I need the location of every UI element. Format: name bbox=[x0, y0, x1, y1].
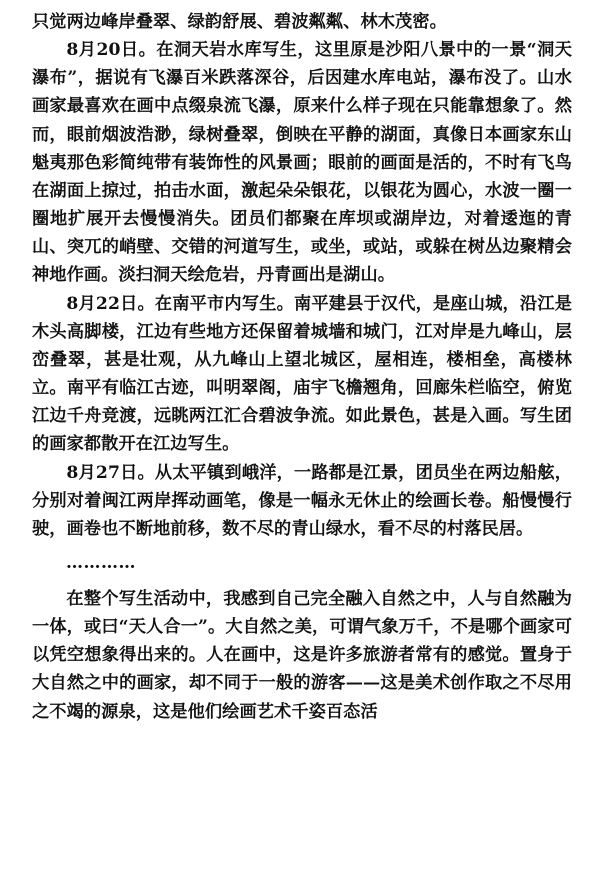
paragraph-closing: 在整个写生活动中，我感到自己完全融入自然之中，人与自然融为一体，或曰“天人合一”。大自然之美，可谓气象万千，不是哪个画家可以凭空想象得出来的。人在画中，这是许多旅游者常有的感觉。置身于大自然之中的画家，却不同于一般的游客——这是美术创作取之不尽用之不竭的源泉，这是他们绘画艺术千姿百态活 bbox=[32, 588, 572, 722]
ellipsis-separator: ………… bbox=[66, 552, 136, 573]
paragraph-continuation: 只觉两边峰岸叠翠、绿韵舒展、碧波粼粼、林木茂密。 bbox=[32, 12, 447, 32]
paragraph-aug-27: 8月27日。从太平镇到峨洋，一路都是江景，团员坐在两边船舷，分别对着闽江两岸挥动画笔，像是一幅永无休止的绘画长卷。船慢慢行驶，画卷也不断地前移，数不尽的青山绿水，看不尽的村落民居。 bbox=[32, 462, 572, 539]
paragraph-aug-20: 8月20日。在洞天岩水库写生，这里原是沙阳八景中的一景“洞天瀑布”，据说有飞瀑百米跌落深谷，后因建水库电站，瀑布没了。山水画家最喜欢在画中点缀泉流飞瀑，原来什么样子现在只能靠想象了。然而，眼前烟波浩渺，绿树叠翠，倒映在平静的湖面，真像日本画家东山魁夷那色彩简纯带有装饰性的风景画；眼前的画面是活的，不时有飞鸟在湖面上掠过，拍击水面，激起朵朵银花，以银花为圆心，水波一圈一圈地扩展开去慢慢消失。团员们都聚在库坝或湖岸边，对着逶迤的青山、突兀的峭壁、交错的河道写生，或坐，或站，或躲在树丛边聚精会神地作画。淡扫洞天绘危岩，丹青画出是湖山。 bbox=[32, 40, 572, 286]
document-page bbox=[32, 8, 572, 726]
paragraph-aug-22: 8月22日。在南平市内写生。南平建县于汉代，是座山城，沿江是木头高脚楼，江边有些地方还保留着城墙和城门，江对岸是九峰山，层峦叠翠，甚是壮观，从九峰山上望北城区，屋相连，楼相垒，高楼林立。南平有临江古迹，叫明翠阁，庙宇飞檐翘角，回廊朱栏临空，俯览江边千舟竞渡，远眺两江汇合碧波争流。如此景色，甚是入画。写生团的画家都散开在江边写生。 bbox=[32, 293, 572, 455]
